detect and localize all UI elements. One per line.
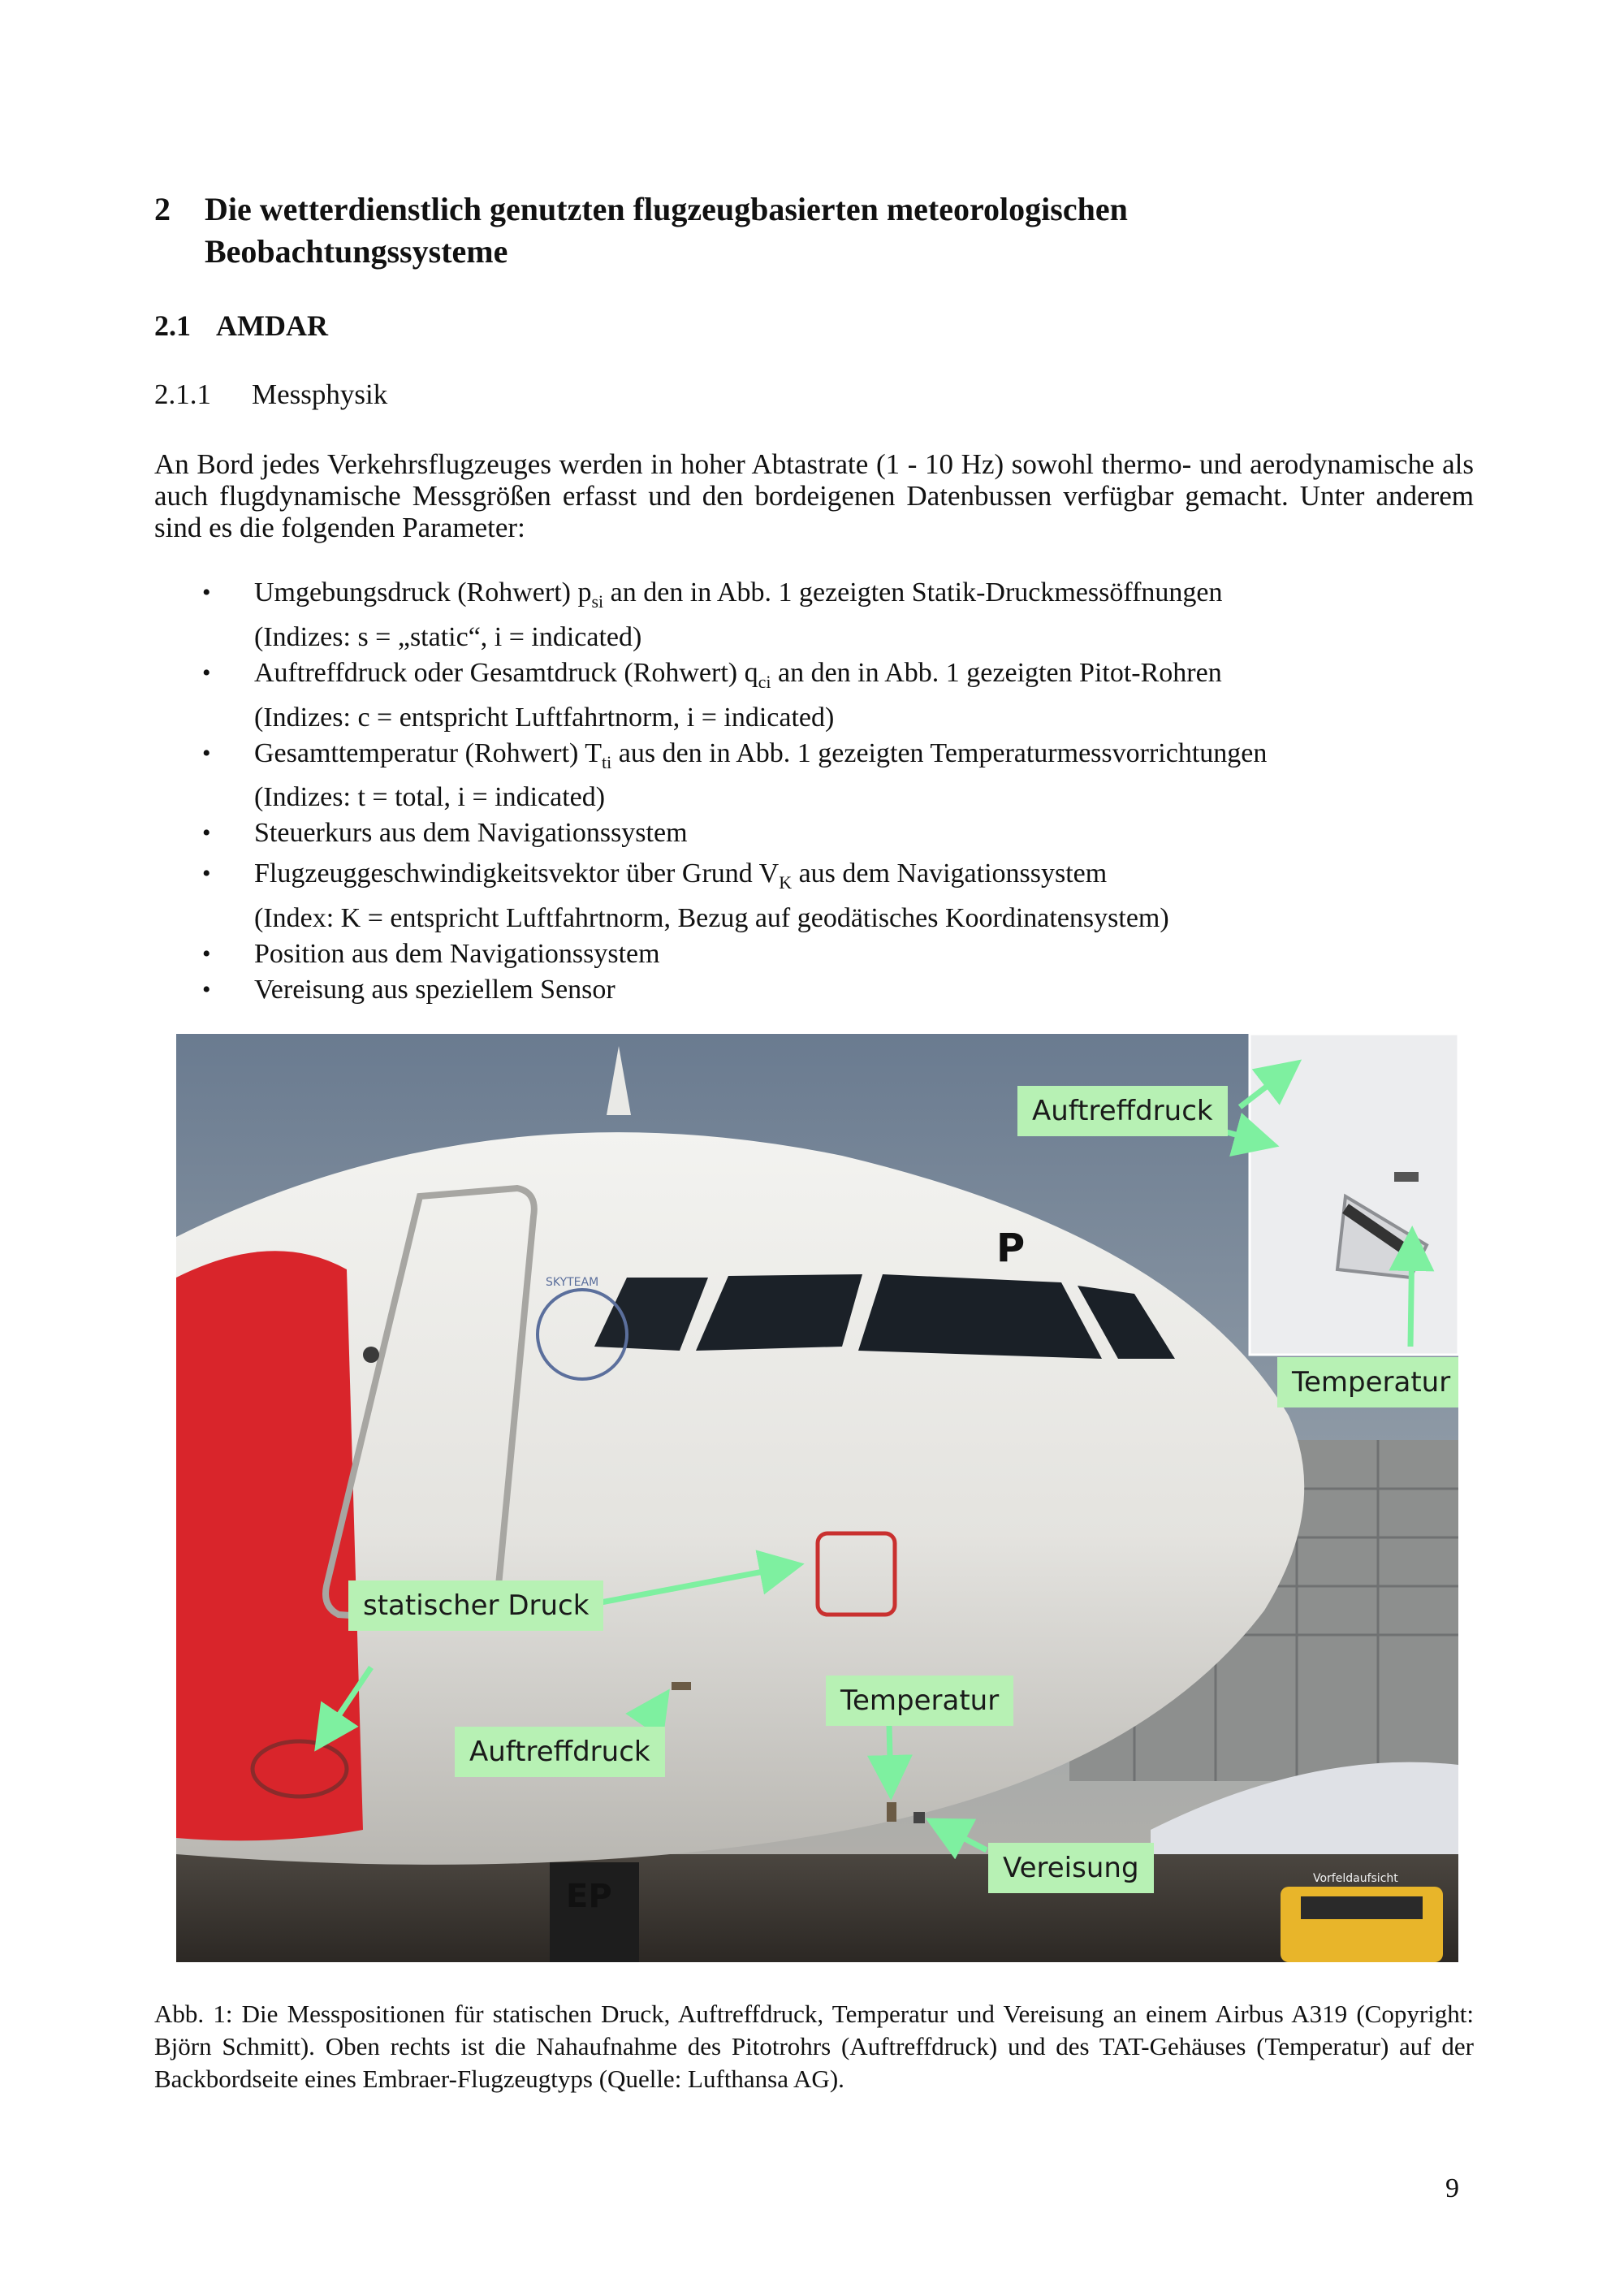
bullet-icon: •	[202, 860, 211, 888]
section-number: 2.1	[154, 309, 191, 342]
figure-caption: Abb. 1: Die Messpositionen für statischen Druck, Auftreffdruck, Temperatur und Vereisung an einem Airbus A319 (Copyright: Björn Schmitt). Oben rechts ist die Nahaufnahme des Pitotrohrs (Auftreffdruck) und des TAT-Gehäuses (Temperatur) auf der Backbordseite eines Embraer-Flugzeugtyps (Quelle: Lufthansa AG).	[154, 2000, 1474, 2093]
list-item: • Steuerkurs aus dem Navigationssystem	[199, 815, 1498, 851]
chapter-title: Die wetterdienstlich genutzten flugzeugbasierten meteorologischen Beobachtungssysteme	[205, 191, 1128, 270]
section-title: AMDAR	[216, 309, 328, 342]
bullet-icon: •	[202, 579, 211, 606]
list-item: • Vereisung aus speziellem Sensor	[199, 972, 1498, 1008]
pitot-probe	[672, 1682, 691, 1690]
label-auftreffdruck-bottom: Auftreffdruck	[455, 1727, 665, 1777]
subsection-heading	[154, 378, 388, 411]
arrow-7	[889, 1724, 891, 1789]
nose-letter: P	[996, 1226, 1026, 1271]
intro-paragraph: An Bord jedes Verkehrsflugzeuges werden in hoher Abtastrate (1 - 10 Hz) sowohl thermo- und aerodynamische als auch flugdynamische Messgrößen erfasst und den bordeigenen Datenbussen verfügbar gemacht. Unter anderem sind es die folgenden Parameter:	[154, 448, 1474, 543]
bullet-icon: •	[202, 739, 211, 767]
label-statischer-druck: statischer Druck	[348, 1580, 603, 1631]
vehicle-sign: Vorfeldaufsicht	[1313, 1872, 1398, 1885]
label-vereisung: Vereisung	[988, 1843, 1154, 1893]
arrow-3	[1410, 1237, 1412, 1347]
label-temperatur-right: Temperatur	[1277, 1357, 1458, 1407]
skyteam-text: SKYTEAM	[546, 1276, 599, 1289]
section-heading	[154, 309, 328, 343]
bullet-icon: •	[202, 659, 211, 686]
list-item: • Gesamttemperatur (Rohwert) $T_{ti}$ aus den in Abb. 1 gezeigten Temperaturmessvorrichtungen (Indizes: t = total, i = indicated)	[199, 736, 1498, 816]
page-number: 9	[1445, 2173, 1459, 2203]
registration-text: EP	[566, 1878, 612, 1915]
tat-probe	[887, 1802, 896, 1822]
aircraft-figure	[176, 1034, 1458, 1962]
list-item: • Auftreffdruck oder Gesamtdruck (Rohwert) $q_{ci}$ an den in Abb. 1 gezeigten Pitot-Rohren (Indizes: c = entspricht Luftfahrtnorm, i = indicated)	[199, 655, 1498, 736]
bullet-icon: •	[202, 819, 211, 847]
label-auftreffdruck-top: Auftreffdruck	[1017, 1086, 1228, 1136]
apron-ground	[176, 1854, 1458, 1962]
parameter-list	[199, 575, 1498, 1008]
subsection-number: 2.1.1	[154, 378, 211, 410]
bullet-icon: •	[202, 976, 211, 1004]
inset-tat-housing	[1394, 1172, 1419, 1182]
list-item: • Umgebungsdruck (Rohwert) $p_{si}$ an den in Abb. 1 gezeigten Statik-Druckmessöffnungen (Indizes: s = „static“, i = indicated)	[199, 575, 1498, 655]
chapter-number: 2	[154, 191, 171, 227]
inset-photo	[1250, 1034, 1458, 1355]
subsection-title: Messphysik	[252, 378, 388, 410]
list-item: • Position aus dem Navigationssystem	[199, 936, 1498, 972]
ice-detector	[914, 1812, 925, 1823]
label-temperatur-bottom: Temperatur	[826, 1676, 1013, 1726]
bullet-icon: •	[202, 940, 211, 968]
aircraft-photo-illustration	[176, 1034, 1458, 1962]
list-item: • Flugzeuggeschwindigkeitsvektor über Grund $V_K$ aus dem Navigationssystem (Index: K = entspricht Luftfahrtnorm, Bezug auf geodätisches Koordinatensystem)	[199, 856, 1498, 936]
